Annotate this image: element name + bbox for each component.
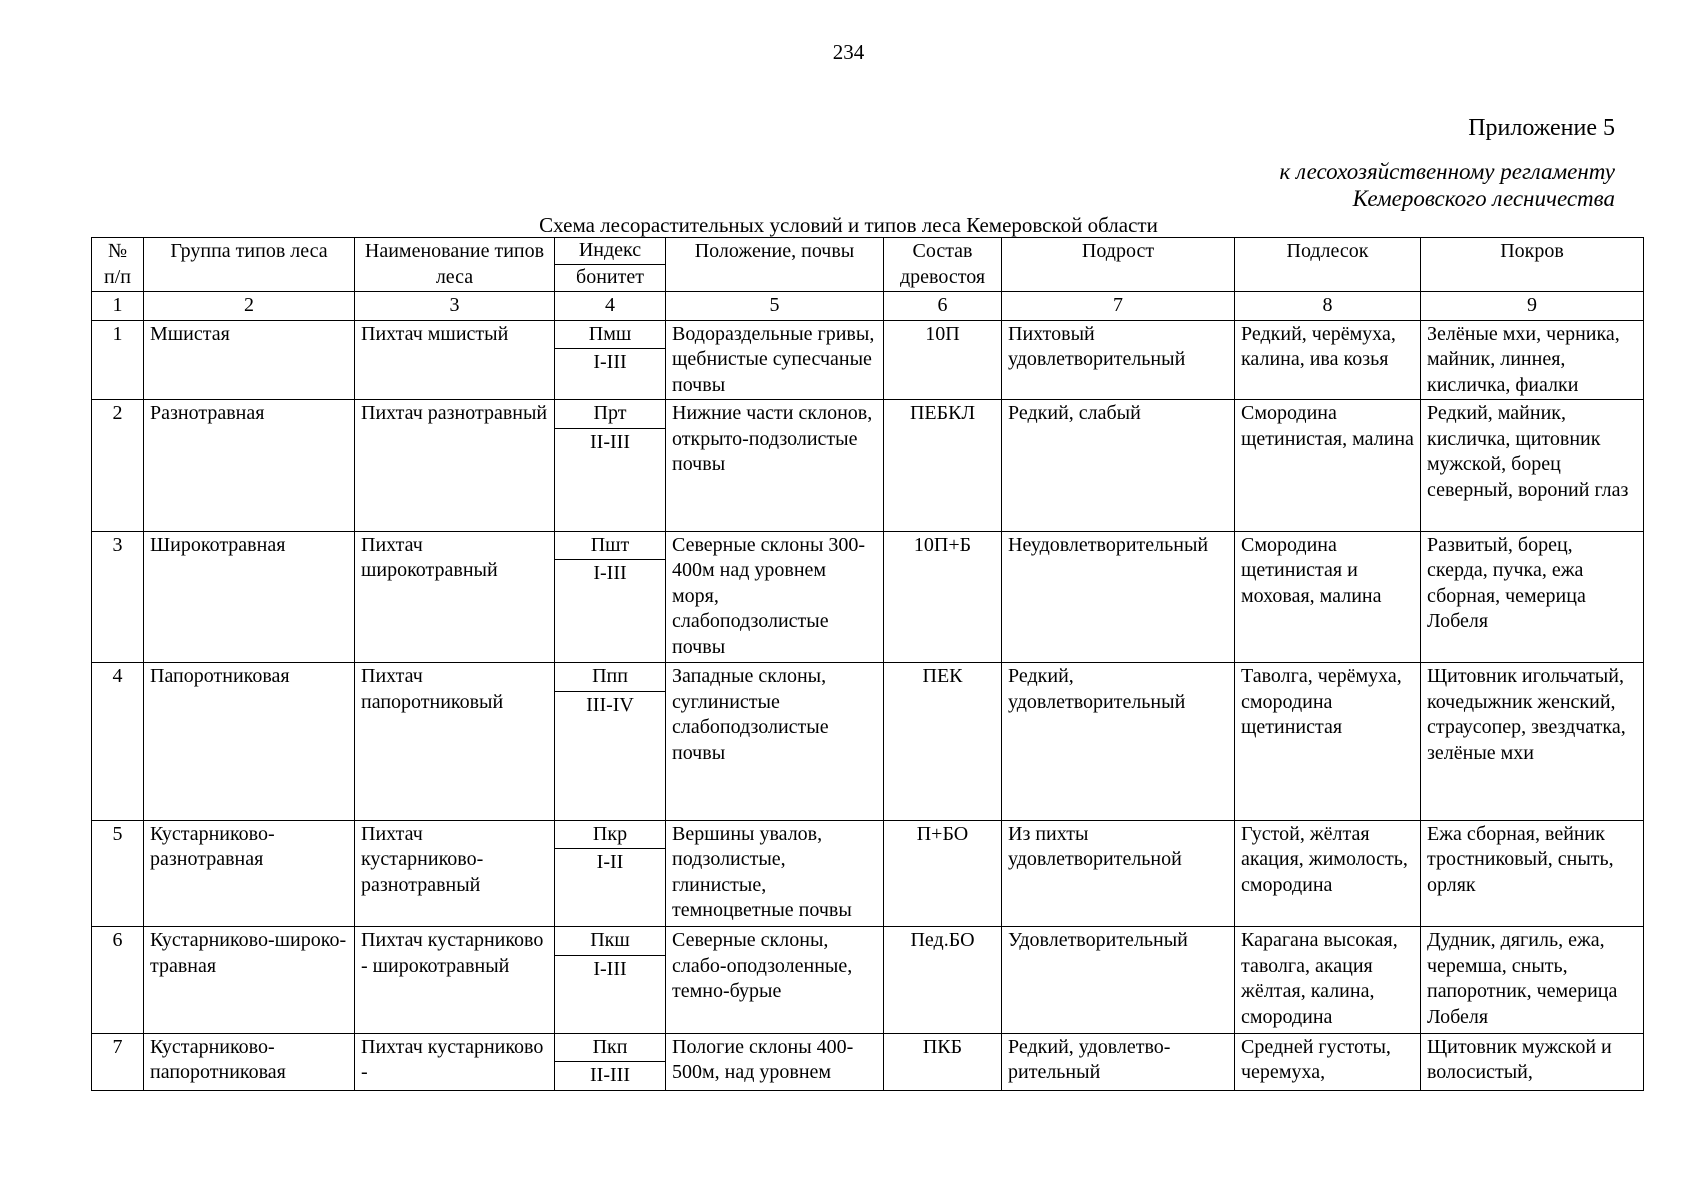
page-number: 234 (832, 40, 865, 64)
forest-type-index-cell: Пмш (555, 320, 666, 349)
undergrowth-cell: Редкий, слабый (1002, 400, 1235, 532)
forest-type-index-cell: Пкр (555, 820, 666, 849)
header-cover: Покров (1421, 238, 1644, 292)
row-number: 2 (92, 400, 144, 532)
forest-type-name-cell: Пихтач кустарниково - (355, 1033, 555, 1090)
position-soils-cell: Вершины увалов, подзолистые, глинистые, темноцветные почвы (666, 820, 884, 927)
stand-composition-cell: Пед.БО (884, 927, 1002, 1034)
stand-composition-cell: П+БО (884, 820, 1002, 927)
appendix-label: Приложение 5 (1468, 115, 1615, 141)
ground-cover-cell: Щитовник мужской и волосистый, (1421, 1033, 1644, 1090)
stand-composition-cell: ПЕК (884, 663, 1002, 821)
stand-composition-cell: 10П+Б (884, 531, 1002, 663)
row-number: 4 (92, 663, 144, 821)
header-row (92, 238, 1644, 265)
header-undergrowth: Подрост (1002, 238, 1235, 292)
ground-cover-cell: Ежа сборная, вейник тростниковый, сныть, орляк (1421, 820, 1644, 927)
table-row (92, 663, 1644, 692)
forest-type-name-cell: Пихтач кустарниково-разнотравный (355, 820, 555, 927)
forest-type-name-cell: Пихтач разнотравный (355, 400, 555, 532)
underbrush-cell: Смородина щетинистая и моховая, малина (1235, 531, 1421, 663)
column-number: 5 (666, 292, 884, 321)
position-soils-cell: Северные склоны, слабо-оподзоленные, темно-бурые (666, 927, 884, 1034)
appendix-reference-line-2: Кемеровского лесничества (1352, 186, 1615, 211)
forest-type-index-cell: Пшт (555, 531, 666, 560)
column-number: 8 (1235, 292, 1421, 321)
underbrush-cell: Таволга, черёмуха, смородина щетинистая (1235, 663, 1421, 821)
undergrowth-cell: Удовлетворительный (1002, 927, 1235, 1034)
stand-composition-cell: ПКБ (884, 1033, 1002, 1090)
stand-composition-cell: 10П (884, 320, 1002, 400)
forest-type-name-cell: Пихтач папоротниковый (355, 663, 555, 821)
appendix-reference-line-1: к лесохозяйственному регламенту (1279, 159, 1615, 184)
forest-type-index-cell: Пкп (555, 1033, 666, 1062)
bonitet-cell: I-III (555, 560, 666, 663)
ground-cover-cell: Зелёные мхи, черника, майник, линнея, кисличка, фиалки (1421, 320, 1644, 400)
bonitet-cell: II-III (555, 1062, 666, 1091)
header-composition: Состав древостоя (884, 238, 1002, 292)
header-underbrush: Подлесок (1235, 238, 1421, 292)
bonitet-cell: I-III (555, 349, 666, 400)
undergrowth-cell: Редкий, удовлетворительный (1002, 663, 1235, 821)
row-number: 6 (92, 927, 144, 1034)
header-name: Наименование типов леса (355, 238, 555, 292)
stand-composition-cell: ПЕБКЛ (884, 400, 1002, 532)
column-number: 2 (144, 292, 355, 321)
undergrowth-cell: Из пихты удовлетворительной (1002, 820, 1235, 927)
forest-type-index-cell: Ппп (555, 663, 666, 692)
position-soils-cell: Водораздельные гривы, щебнистые супесчаные почвы (666, 320, 884, 400)
forest-type-name-cell: Пихтач широкотравный (355, 531, 555, 663)
undergrowth-cell: Редкий, удовлетво-рительный (1002, 1033, 1235, 1090)
forest-type-name-cell: Пихтач мшистый (355, 320, 555, 400)
row-number: 7 (92, 1033, 144, 1090)
position-soils-cell: Западные склоны, суглинистые слабоподзолистые почвы (666, 663, 884, 821)
position-soils-cell: Северные склоны 300-400м над уровнем моря, слабоподзолистые почвы (666, 531, 884, 663)
ground-cover-cell: Дудник, дягиль, ежа, черемша, сныть, папоротник, чемерица Лобеля (1421, 927, 1644, 1034)
header-position: Положение, почвы (666, 238, 884, 292)
underbrush-cell: Смородина щетинистая, малина (1235, 400, 1421, 532)
forest-type-index-cell: Пкш (555, 927, 666, 956)
header-group: Группа типов леса (144, 238, 355, 292)
column-number: 6 (884, 292, 1002, 321)
bonitet-cell: I-III (555, 955, 666, 1033)
underbrush-cell: Карагана высокая, таволга, акация жёлтая, калина, смородина (1235, 927, 1421, 1034)
bonitet-cell: III-IV (555, 691, 666, 820)
ground-cover-cell: Редкий, майник, кисличка, щитовник мужской, борец северный, вороний глаз (1421, 400, 1644, 532)
table-row (92, 400, 1644, 429)
ground-cover-cell: Щитовник игольчатый, кочедыжник женский, страусопер, звездчатка, зелёные мхи (1421, 663, 1644, 821)
forest-group-cell: Кустарниково-папоротниковая (144, 1033, 355, 1090)
column-number: 7 (1002, 292, 1235, 321)
column-number: 3 (355, 292, 555, 321)
forest-type-name-cell: Пихтач кустарниково - широкотравный (355, 927, 555, 1034)
table-row (92, 1033, 1644, 1062)
forest-group-cell: Широкотравная (144, 531, 355, 663)
forest-group-cell: Мшистая (144, 320, 355, 400)
column-number-row (92, 292, 1644, 321)
bonitet-cell: II-III (555, 428, 666, 531)
table-row (92, 531, 1644, 560)
bonitet-cell: I-II (555, 849, 666, 927)
underbrush-cell: Редкий, черёмуха, калина, ива козья (1235, 320, 1421, 400)
underbrush-cell: Густой, жёлтая акация, жимолость, смородина (1235, 820, 1421, 927)
forest-types-table (91, 237, 1644, 1091)
column-number: 9 (1421, 292, 1644, 321)
position-soils-cell: Пологие склоны 400-500м, над уровнем (666, 1033, 884, 1090)
forest-type-index-cell: Прт (555, 400, 666, 429)
header-index: Индекс (555, 238, 666, 265)
appendix-reference (1279, 158, 1615, 212)
position-soils-cell: Нижние части склонов, открыто-подзолистые почвы (666, 400, 884, 532)
table-row (92, 927, 1644, 956)
undergrowth-cell: Пихтовый удовлетворительный (1002, 320, 1235, 400)
undergrowth-cell: Неудовлетворительный (1002, 531, 1235, 663)
column-number: 1 (92, 292, 144, 321)
underbrush-cell: Средней густоты, черемуха, (1235, 1033, 1421, 1090)
row-number: 1 (92, 320, 144, 400)
forest-group-cell: Кустарниково-разнотравная (144, 820, 355, 927)
forest-group-cell: Разнотравная (144, 400, 355, 532)
table-title: Схема лесорастительных условий и типов леса Кемеровской области (539, 213, 1158, 237)
forest-group-cell: Кустарниково-широко-травная (144, 927, 355, 1034)
header-num: № п/п (92, 238, 144, 292)
table-row (92, 320, 1644, 349)
ground-cover-cell: Развитый, борец, скерда, пучка, ежа сборная, чемерица Лобеля (1421, 531, 1644, 663)
table-row (92, 820, 1644, 849)
row-number: 3 (92, 531, 144, 663)
column-number: 4 (555, 292, 666, 321)
header-bonitet: бонитет (555, 265, 666, 292)
forest-group-cell: Папоротниковая (144, 663, 355, 821)
row-number: 5 (92, 820, 144, 927)
